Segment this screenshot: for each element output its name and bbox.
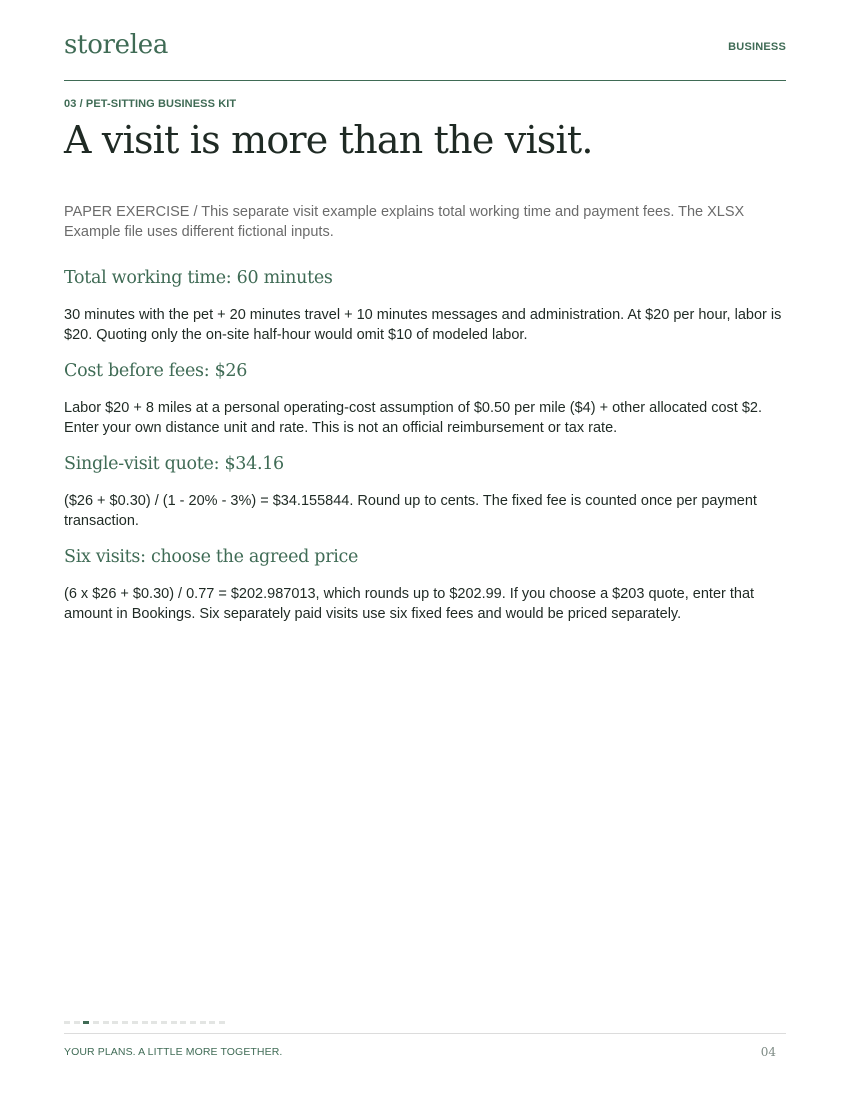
section-heading: Six visits: choose the agreed price [64,547,359,567]
intro-paragraph: PAPER EXERCISE / This separate visit example explains total working time and payment fees. The XLSX Example file uses different fictional inputs. [64,204,745,240]
progress-dot [64,1021,70,1024]
progress-dot [151,1021,157,1024]
progress-dot [74,1021,80,1024]
progress-dot [209,1021,215,1024]
progress-dot [190,1021,196,1024]
progress-dot [103,1021,109,1024]
page-header [64,28,786,81]
section-heading: Cost before fees: $26 [64,361,248,381]
footer-tagline: YOUR PLANS. A LITTLE MORE TOGETHER. [64,1046,283,1058]
progress-dot [112,1021,118,1024]
section-heading: Total working time: 60 minutes [64,268,333,288]
section-body: (6 x $26 + $0.30) / 0.77 = $202.987013, which rounds up to $202.99. If you choose a $203 quote, enter that amount in Bookings. Six separately paid visits use six fixed fees and would be priced separately. [64,586,755,622]
section-body: Labor $20 + 8 miles at a personal operating-cost assumption of $0.50 per mile ($4) + other allocated cost $2. Enter your own distance unit and rate. This is not an official reimbursement or tax rate. [64,400,763,436]
section-body: 30 minutes with the pet + 20 minutes travel + 10 minutes messages and administration. At $20 per hour, labor is $20. Quoting only the on-site half-hour would omit $10 of modeled labor. [64,307,782,343]
section-cost-before-fees [64,356,786,449]
progress-dot [219,1021,225,1024]
page-title: A visit is more than the visit. [64,118,593,162]
section-heading: Single-visit quote: $34.16 [64,454,284,474]
progress-dot-current [83,1021,89,1024]
page-number: 04 [760,1045,776,1059]
document-page [64,0,786,1100]
progress-dot [93,1021,99,1024]
content-sections [64,263,786,635]
chapter-kicker: 03 / PET-SITTING BUSINESS KIT [64,98,237,110]
section-working-time [64,263,786,356]
progress-dot [122,1021,128,1024]
section-six-visits [64,542,786,635]
progress-dot [132,1021,138,1024]
progress-dot [200,1021,206,1024]
progress-dot [180,1021,186,1024]
footer-divider [64,1033,786,1034]
progress-dot [171,1021,177,1024]
section-label: BUSINESS [728,41,786,53]
section-single-visit-quote [64,449,786,542]
progress-dot [142,1021,148,1024]
page-progress-indicator [64,1021,229,1025]
section-body: ($26 + $0.30) / (1 - 20% - 3%) = $34.155844. Round up to cents. The fixed fee is counted once per payment transaction. [64,493,757,529]
brand-logo: storelea [64,30,169,60]
progress-dot [161,1021,167,1024]
